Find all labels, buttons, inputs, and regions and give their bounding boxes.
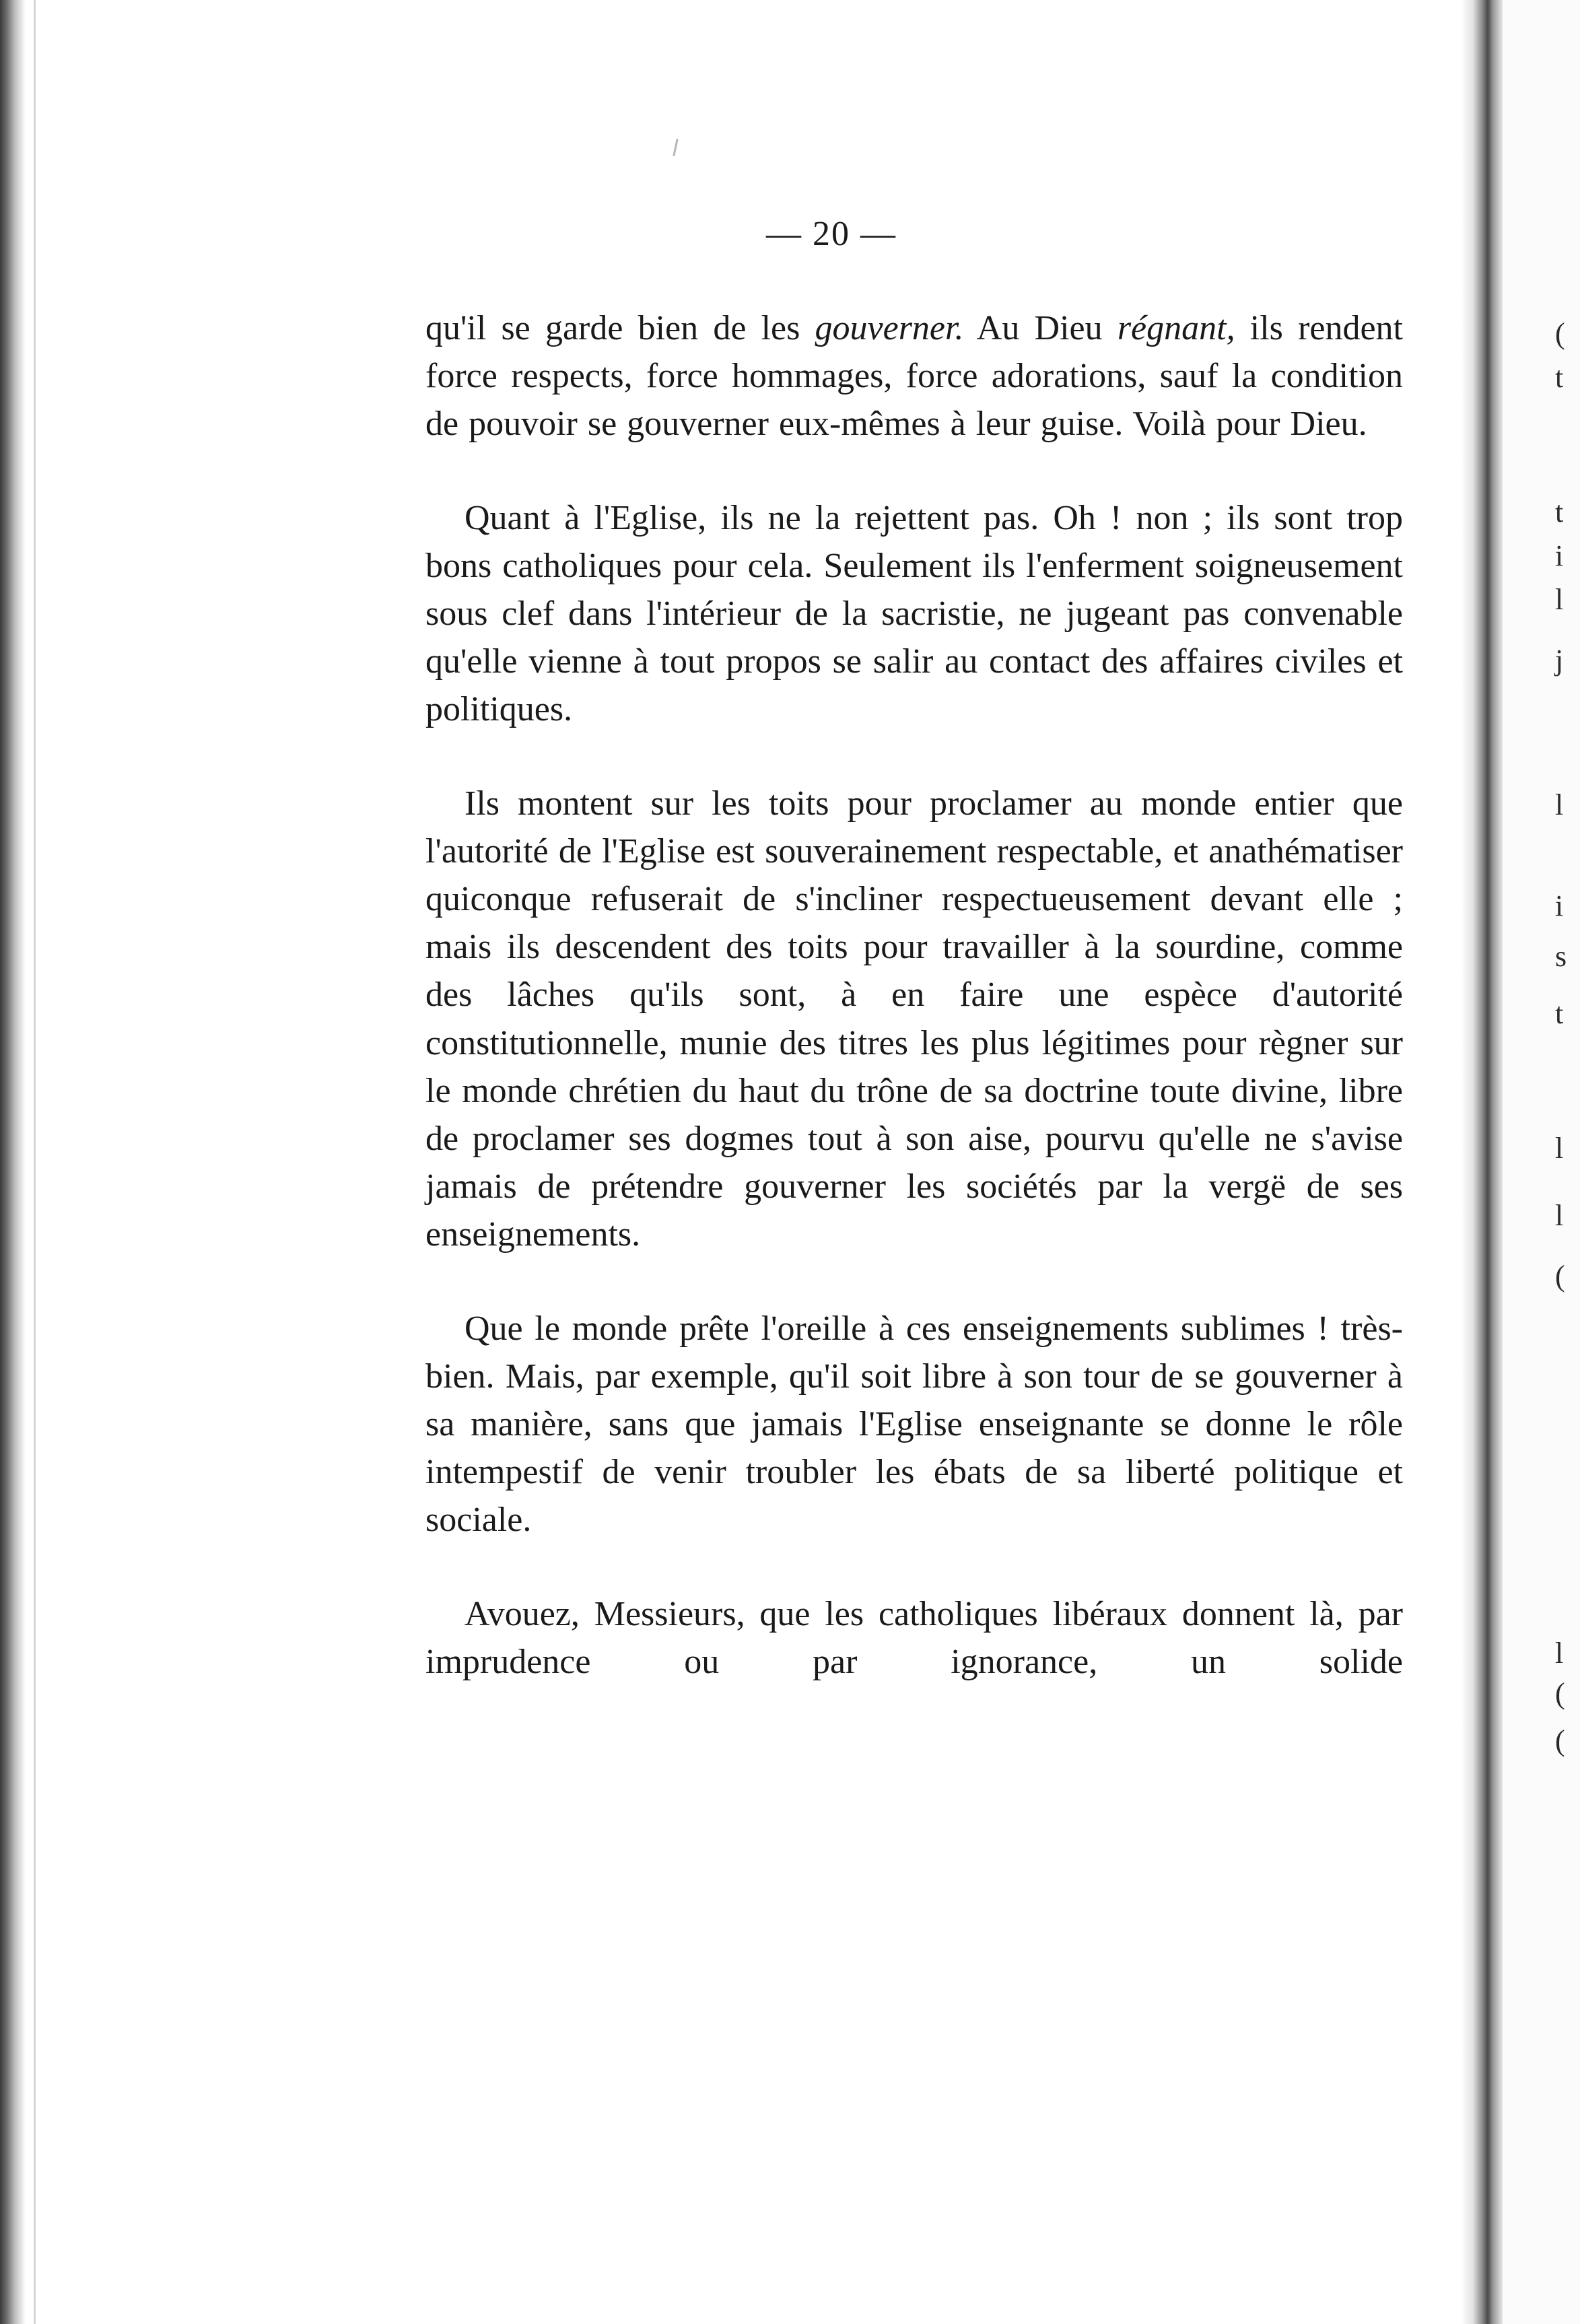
paragraph: [425, 494, 1403, 734]
adjacent-page-fragment: l: [1555, 583, 1564, 616]
text-run: ils rendent force respects, force hommages, force adorations, sauf la condition de pouvoir se gouverner eux-mêmes à leur guise. Voilà pour Dieu.: [425, 309, 1403, 444]
paragraph: [425, 304, 1403, 448]
text-run: Quant à l'Eglise, ils ne la rejettent pas. Oh ! non ; ils sont trop bons catholiques pour cela. Seulement ils l'enferment soigneusement sous clef dans l'intérieur de la sacristie, ne jugeant pas convenable qu'elle vienne à tout propos se salir au contact des affaires civiles et politiques.: [425, 498, 1403, 729]
adjacent-page-fragment: l: [1555, 1132, 1564, 1165]
adjacent-page-fragment: i: [1555, 889, 1564, 922]
stray-ink-mark: [673, 139, 678, 156]
text-run: Que le monde prête l'oreille à ces enseignements sublimes ! très-bien. Mais, par exemple, qu'il soit libre à son tour de se gouverner à sa manière, sans que jamais l'Eglise enseignante se donne le rôle intempestif de venir troubler les ébats de sa liberté politique et sociale.: [425, 1309, 1403, 1540]
adjacent-page-fragment: j: [1555, 644, 1564, 677]
paragraph: [425, 780, 1403, 1259]
adjacent-page-fragment: (: [1555, 1677, 1565, 1710]
text-run: Avouez, Messieurs, que les catholiques libéraux donnent là, par imprudence ou par ignorance, un solide: [425, 1594, 1403, 1681]
adjacent-page-edge: [1503, 0, 1580, 2324]
adjacent-page-fragment: t: [1555, 361, 1564, 394]
adjacent-page-fragment: s: [1555, 940, 1567, 973]
adjacent-page-fragment: (: [1555, 1260, 1565, 1293]
adjacent-page-fragment: i: [1555, 539, 1564, 572]
adjacent-page-fragment: t: [1555, 997, 1564, 1030]
page-edge-line: [34, 0, 36, 2324]
page-number-label: — 20 —: [766, 215, 897, 253]
adjacent-page-fragment: (: [1555, 317, 1565, 350]
italic-text: régnant,: [1117, 309, 1235, 347]
book-edge-shadow: [0, 0, 26, 2324]
adjacent-page-fragment: t: [1555, 495, 1564, 528]
body-text: [425, 304, 1403, 1686]
book-gutter: [1461, 0, 1503, 2324]
text-run: Au Dieu: [963, 309, 1118, 347]
italic-text: gouverner.: [815, 309, 964, 347]
paragraph: [425, 1305, 1403, 1544]
adjacent-page-fragment: (: [1555, 1724, 1565, 1757]
adjacent-page-fragment: l: [1555, 1637, 1564, 1670]
adjacent-page-fragment: l: [1555, 788, 1564, 821]
adjacent-page-fragment: l: [1555, 1199, 1564, 1232]
text-run: qu'il se garde bien de les: [425, 309, 815, 347]
text-run: Ils montent sur les toits pour proclamer au monde entier que l'autorité de l'Eglise est souverainement respectable, et anathématiser quiconque refuserait de s'incliner respectueusement devant elle ; mais ils descendent des toits pour travailler à la sourdine, comme des lâches qu'ils sont, à en faire une espèce d'autorité constitutionnelle, munie des titres les plus légitimes pour règner sur le monde chrétien du haut du trône de sa doctrine toute divine, libre de proclamer ses dogmes tout à son aise, pourvu qu'elle ne s'avise jamais de prétendre gouverner les sociétés par la vergë de ses enseignements.: [425, 784, 1403, 1254]
paragraph: [425, 1590, 1403, 1686]
